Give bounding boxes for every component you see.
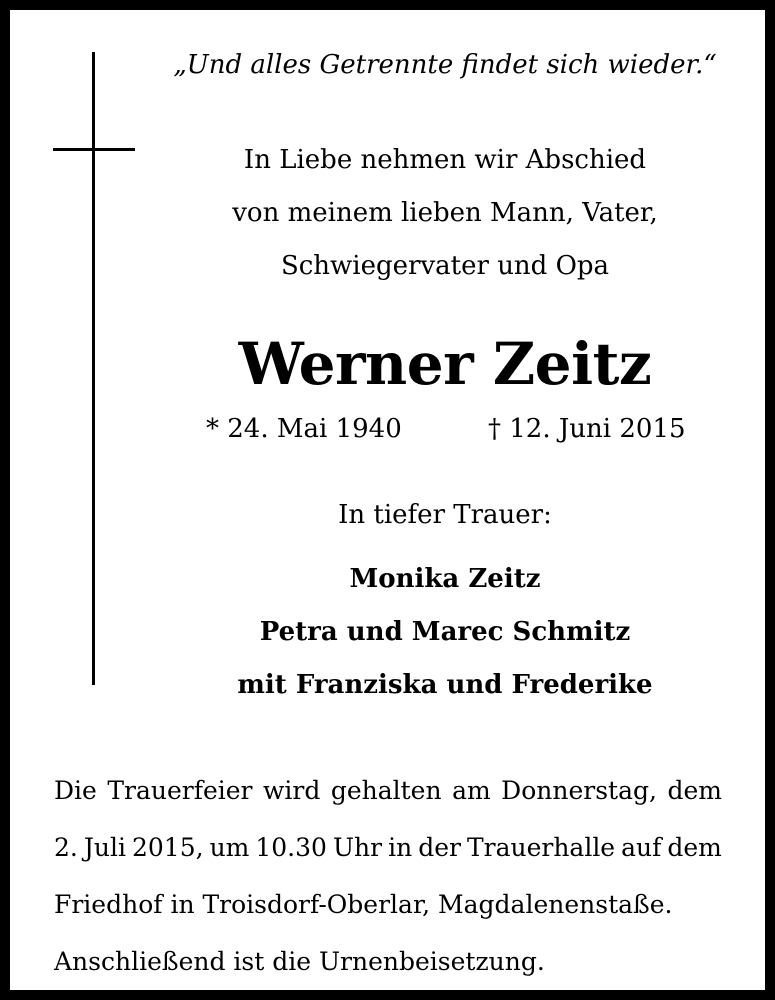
- funeral-word: wird: [262, 776, 321, 805]
- funeral-word: Uhr: [332, 833, 383, 862]
- memorial-quote: „Und alles Getrennte findet sich wieder.“: [173, 50, 717, 80]
- funeral-word: 10.30: [255, 833, 327, 862]
- funeral-word: Trauerhalle: [466, 833, 616, 862]
- mourner-name: Petra und Marec Schmitz: [259, 617, 631, 647]
- birth-date: * 24. Mai 1940: [206, 414, 402, 444]
- funeral-line: [54, 762, 722, 819]
- intro-line: In Liebe nehmen wir Abschied: [243, 145, 647, 175]
- farewell-intro: [160, 134, 730, 293]
- intro-line: Schwiegervater und Opa: [280, 251, 610, 281]
- funeral-word: Die: [54, 776, 97, 805]
- mourner-name: mit Franziska und Frederike: [237, 670, 653, 700]
- funeral-word: Donnerstag,: [501, 776, 657, 805]
- obituary-card: [10, 10, 765, 990]
- funeral-word: gehalten: [330, 776, 442, 805]
- funeral-details: [54, 762, 722, 990]
- funeral-word: in: [388, 833, 413, 862]
- funeral-word: Trauerfeier: [107, 776, 253, 805]
- cross-icon-vertical-bar: [92, 52, 95, 685]
- intro-line: von meinem lieben Mann, Vater,: [232, 198, 658, 228]
- funeral-word: Juli: [83, 833, 126, 862]
- funeral-line: Anschließend ist die Urnenbeisetzung.: [54, 947, 545, 976]
- funeral-word: auf: [621, 833, 662, 862]
- funeral-word: dem: [667, 776, 722, 805]
- funeral-word: 2.: [54, 833, 78, 862]
- funeral-word: um: [209, 833, 250, 862]
- funeral-word: dem: [667, 833, 722, 862]
- mourners-list: [160, 553, 730, 712]
- funeral-word: der: [418, 833, 461, 862]
- funeral-word: 2015,: [131, 833, 204, 862]
- cross-icon-horizontal-bar: [53, 148, 135, 151]
- mourning-label: In tiefer Trauer:: [338, 500, 552, 530]
- deceased-name: Werner Zeitz: [238, 330, 652, 398]
- funeral-line: Friedhof in Troisdorf-Oberlar, Magdalenenstaße.: [54, 890, 673, 919]
- funeral-word: am: [452, 776, 491, 805]
- death-date: † 12. Juni 2015: [488, 414, 686, 444]
- mourner-name: Monika Zeitz: [349, 564, 541, 594]
- funeral-line: [54, 819, 722, 876]
